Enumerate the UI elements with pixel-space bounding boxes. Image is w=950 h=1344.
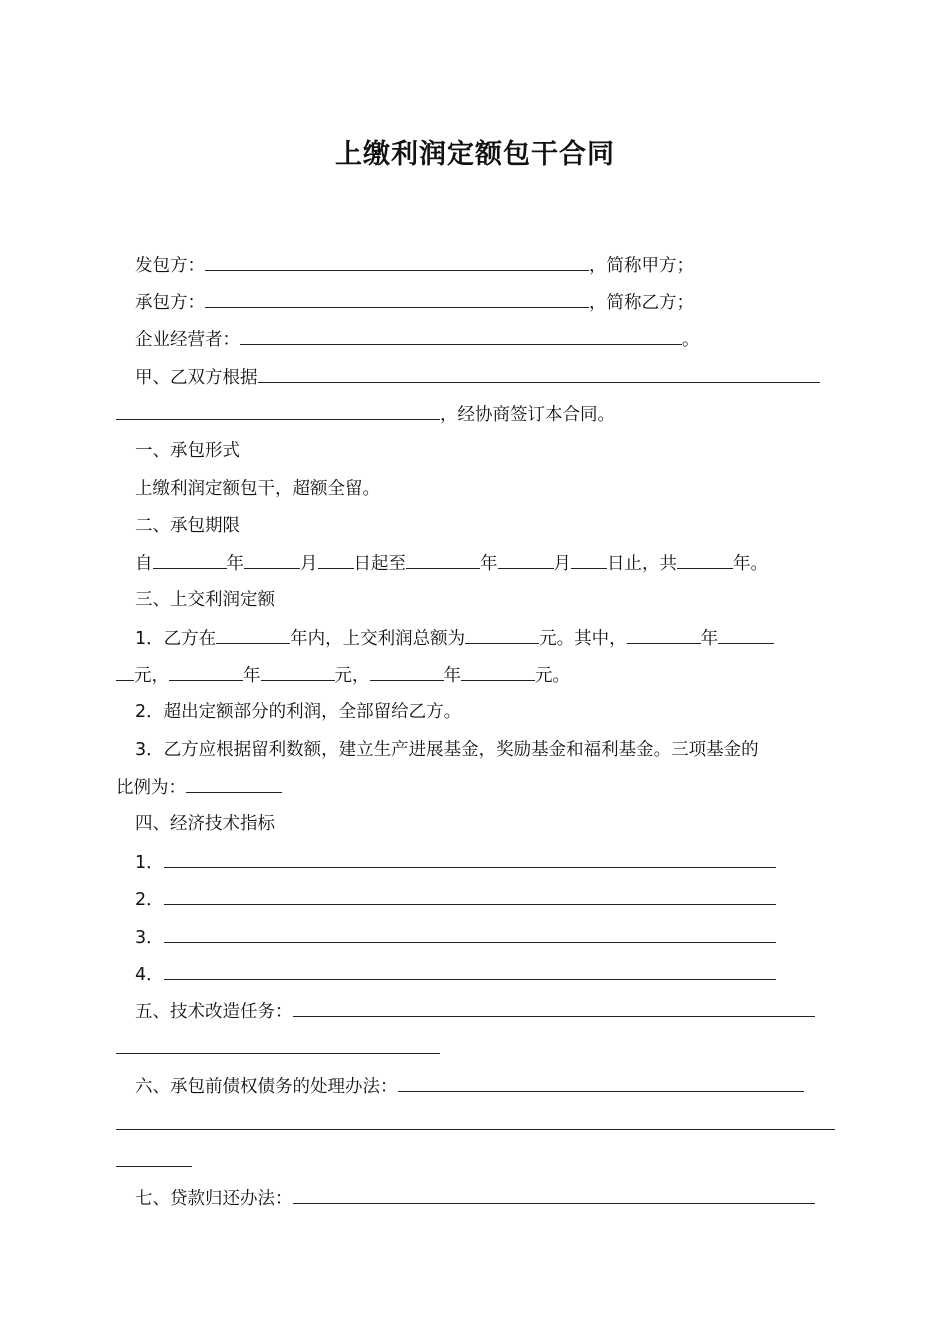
document-title: 上缴利润定额包干合同 (335, 139, 615, 170)
loan-repayment-label: 七、贷款归还办法： (135, 1189, 293, 1209)
issuer-suffix: ，简称甲方； (589, 256, 694, 276)
fund-ratio-blank[interactable] (186, 776, 282, 793)
term-year-2: 年 (480, 554, 498, 574)
debt-handling-blank-1[interactable] (398, 1075, 804, 1092)
contractor-suffix: ，简称乙方； (589, 293, 694, 313)
term-month-2: 月 (553, 554, 571, 574)
operator-line (135, 328, 700, 351)
term-end-month-blank[interactable] (498, 552, 554, 569)
indicator-2 (135, 888, 776, 911)
indicator-3 (135, 926, 776, 949)
profit-item-3-cont (116, 776, 282, 799)
indicator-4-number: 4． (135, 965, 164, 985)
profit-item-1-g: 元， (334, 666, 370, 686)
indicator-3-blank[interactable] (164, 926, 776, 943)
operator-blank[interactable] (240, 328, 682, 345)
term-from: 自 (135, 554, 153, 574)
section-1-heading: 一、承包形式 (135, 441, 240, 461)
profit-item-1-c: 元。其中， (539, 629, 627, 649)
profit-year-c-blank[interactable] (370, 664, 444, 681)
section-4-heading: 四、经济技术指标 (135, 814, 275, 834)
section-5-line (135, 1000, 815, 1023)
term-years: 年。 (733, 554, 768, 574)
debt-handling-label: 六、承包前债权债务的处理办法： (135, 1077, 398, 1097)
fund-ratio-label: 比例为： (116, 778, 186, 798)
basis-label: 甲、乙双方根据 (135, 368, 258, 388)
indicator-1-number: 1． (135, 853, 164, 873)
tech-renovation-blank-2[interactable] (116, 1053, 440, 1054)
profit-item-1-h: 年 (443, 666, 461, 686)
term-years-blank[interactable] (677, 552, 733, 569)
term-year-1: 年 (226, 554, 244, 574)
section-6-line (135, 1075, 804, 1098)
debt-handling-blank-3[interactable] (116, 1166, 192, 1167)
profit-item-1-e: 元， (134, 666, 169, 686)
indicator-1-blank[interactable] (164, 851, 776, 868)
profit-item-1-i: 元。 (535, 666, 570, 686)
issuer-blank[interactable] (205, 254, 589, 271)
profit-total-blank[interactable] (465, 627, 539, 644)
basis-line-cont (116, 403, 615, 426)
indicator-1 (135, 851, 776, 874)
tech-renovation-label: 五、技术改造任务： (135, 1002, 293, 1022)
profit-amount-b-blank[interactable] (261, 664, 335, 681)
indicator-3-number: 3． (135, 928, 164, 948)
profit-amount-c-blank[interactable] (461, 664, 535, 681)
profit-item-1 (135, 627, 774, 650)
profit-item-1-b: 年内，上交利润总额为 (290, 629, 466, 649)
debt-handling-blank-2[interactable] (116, 1129, 835, 1130)
term-day-2: 日止，共 (607, 554, 677, 574)
issuer-line (135, 254, 694, 277)
indicator-2-blank[interactable] (164, 888, 776, 905)
section-3-heading: 三、上交利润定额 (135, 590, 275, 610)
profit-item-1-f: 年 (243, 666, 261, 686)
operator-suffix: 。 (682, 330, 700, 350)
term-line (135, 552, 768, 575)
profit-item-3: 3．乙方应根据留利数额，建立生产进展基金，奖励基金和福利基金。三项基金的 (135, 740, 759, 760)
indicator-4 (135, 963, 776, 986)
term-start-month-blank[interactable] (244, 552, 300, 569)
term-end-year-blank[interactable] (406, 552, 480, 569)
issuer-label: 发包方： (135, 256, 205, 276)
term-end-day-blank[interactable] (571, 552, 607, 569)
contractor-label: 承包方： (135, 293, 205, 313)
section-7-line (135, 1187, 815, 1210)
tech-renovation-blank-1[interactable] (293, 1000, 815, 1017)
profit-year-a-blank[interactable] (627, 627, 701, 644)
operator-label: 企业经营者： (135, 330, 240, 350)
term-start-year-blank[interactable] (153, 552, 227, 569)
profit-years-blank[interactable] (216, 627, 290, 644)
profit-item-1-d: 年 (700, 629, 719, 649)
indicator-2-number: 2． (135, 890, 164, 910)
loan-repayment-blank[interactable] (293, 1187, 815, 1204)
basis-line (135, 366, 820, 389)
profit-item-2: 2．超出定额部分的利润，全部留给乙方。 (135, 702, 462, 722)
section-2-heading: 二、承包期限 (135, 516, 240, 536)
profit-amount-a-blank-1[interactable] (718, 627, 774, 644)
contractor-line (135, 291, 694, 314)
section-1-text: 上缴利润定额包干，超额全留。 (135, 479, 380, 499)
term-month-1: 月 (300, 554, 318, 574)
basis-blank-2[interactable] (116, 403, 440, 420)
profit-year-b-blank[interactable] (169, 664, 243, 681)
basis-suffix: ，经协商签订本合同。 (440, 405, 615, 425)
indicator-4-blank[interactable] (164, 963, 776, 980)
profit-amount-a-blank-2[interactable] (116, 664, 134, 681)
term-day-1: 日起至 (353, 554, 406, 574)
basis-blank-1[interactable] (258, 366, 820, 383)
profit-item-1-a: 1．乙方在 (135, 629, 217, 649)
contractor-blank[interactable] (205, 291, 589, 308)
profit-item-1-cont (116, 664, 570, 687)
term-start-day-blank[interactable] (318, 552, 354, 569)
